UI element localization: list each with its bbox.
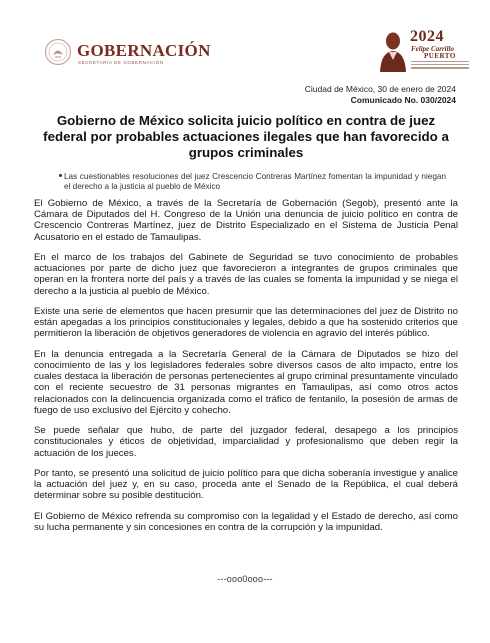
gobernacion-logo xyxy=(44,38,219,68)
ministry-name: GOBERNACIÓN xyxy=(77,41,211,60)
logo-hero-first-name: Felipe Carrillo xyxy=(411,45,454,53)
paragraph: Existe una serie de elementos que hacen presumir que las determinaciones del juez de Distrito no están apegadas a los principios constitucionales y legales, debido a que ha sostenido criterios que permitieron la liberación de objetivos generadores de violencia en agravio del interés público. xyxy=(34,306,458,340)
body-text xyxy=(34,198,458,542)
closing-mark: ---ooo0ooo--- xyxy=(217,574,273,584)
ministry-subtitle: SECRETARÍA DE GOBERNACIÓN xyxy=(78,60,164,65)
logo-year: 2024 xyxy=(410,28,444,45)
national-seal-icon xyxy=(44,38,72,66)
headline: Gobierno de México solicita juicio político en contra de juez federal por probables actuaciones ilegales que han favorecido a grupos criminales xyxy=(43,113,449,160)
paragraph: El Gobierno de México refrenda su compromiso con la legalidad y el Estado de derecho, así como su lucha permanente y sin concesiones en contra de la corrupción y la impunidad. xyxy=(34,510,458,533)
paragraph: En la denuncia entregada a la Secretaría General de la Cámara de Diputados se hizo del conocimiento de las y los legisladores federales sobre diversos casos de alto impacto, entre los cuales destaca la liberación de personas pertenecientes al grupo criminal presuntamente vinculado con el reciente secuestro de 31 personas migrantes en Tamaulipas, así como otros actos relacionados con la delincuencia organizada como el tráfico de fentanilo, la posesión de armas de fuego de uso exclusivo del Ejército y cohecho. xyxy=(34,348,458,416)
logo-fine-print xyxy=(411,61,469,71)
paragraph: El Gobierno de México, a través de la Secretaría de Gobernación (Segob), presentó ante la Cámara de Diputados del H. Congreso de la Unión una denuncia de juicio político en contra de Crescencio Contreras Martínez, juez de Distrito Especializado en el Sistema de Justicia Penal Acusatorio en el estado de Tamaulipas. xyxy=(34,198,458,243)
date-line: Ciudad de México, 30 de enero de 2024 xyxy=(304,84,456,94)
bullet-dot-icon xyxy=(59,174,62,177)
year-2024-logo xyxy=(378,26,474,80)
portrait-icon xyxy=(378,28,408,72)
comunicado-number: Comunicado No. 030/2024 xyxy=(350,95,456,105)
paragraph: En el marco de los trabajos del Gabinete de Seguridad se tuvo conocimiento de probables actuaciones por parte de dicho juez que favorecieron a integrantes de grupos criminales que operan en la frontera norte del país y a través de las cuales se fomenta la impunidad y se niega el derecho a la justicia al pueblo de México. xyxy=(34,252,458,297)
paragraph: Se puede señalar que hubo, de parte del juzgador federal, desapego a los principios constitucionales y éticos de objetividad, imparcialidad y profesionalismo que deben regir la actuación de los jueces. xyxy=(34,425,458,459)
paragraph: Por tanto, se presentó una solicitud de juicio político para que dicha soberanía investigue y analice la actuación del juez y, en su caso, proceda ante el Senado de la República, el cual deberá determinar sobre su posible destitución. xyxy=(34,468,458,502)
summary-bullet: Las cuestionables resoluciones del juez Crescencio Contreras Martínez fomentan la impunidad y niegan el derecho a la justicia al pueblo de México xyxy=(64,172,446,191)
date-block xyxy=(305,84,456,106)
logo-hero-last-name: PUERTO xyxy=(424,52,456,60)
